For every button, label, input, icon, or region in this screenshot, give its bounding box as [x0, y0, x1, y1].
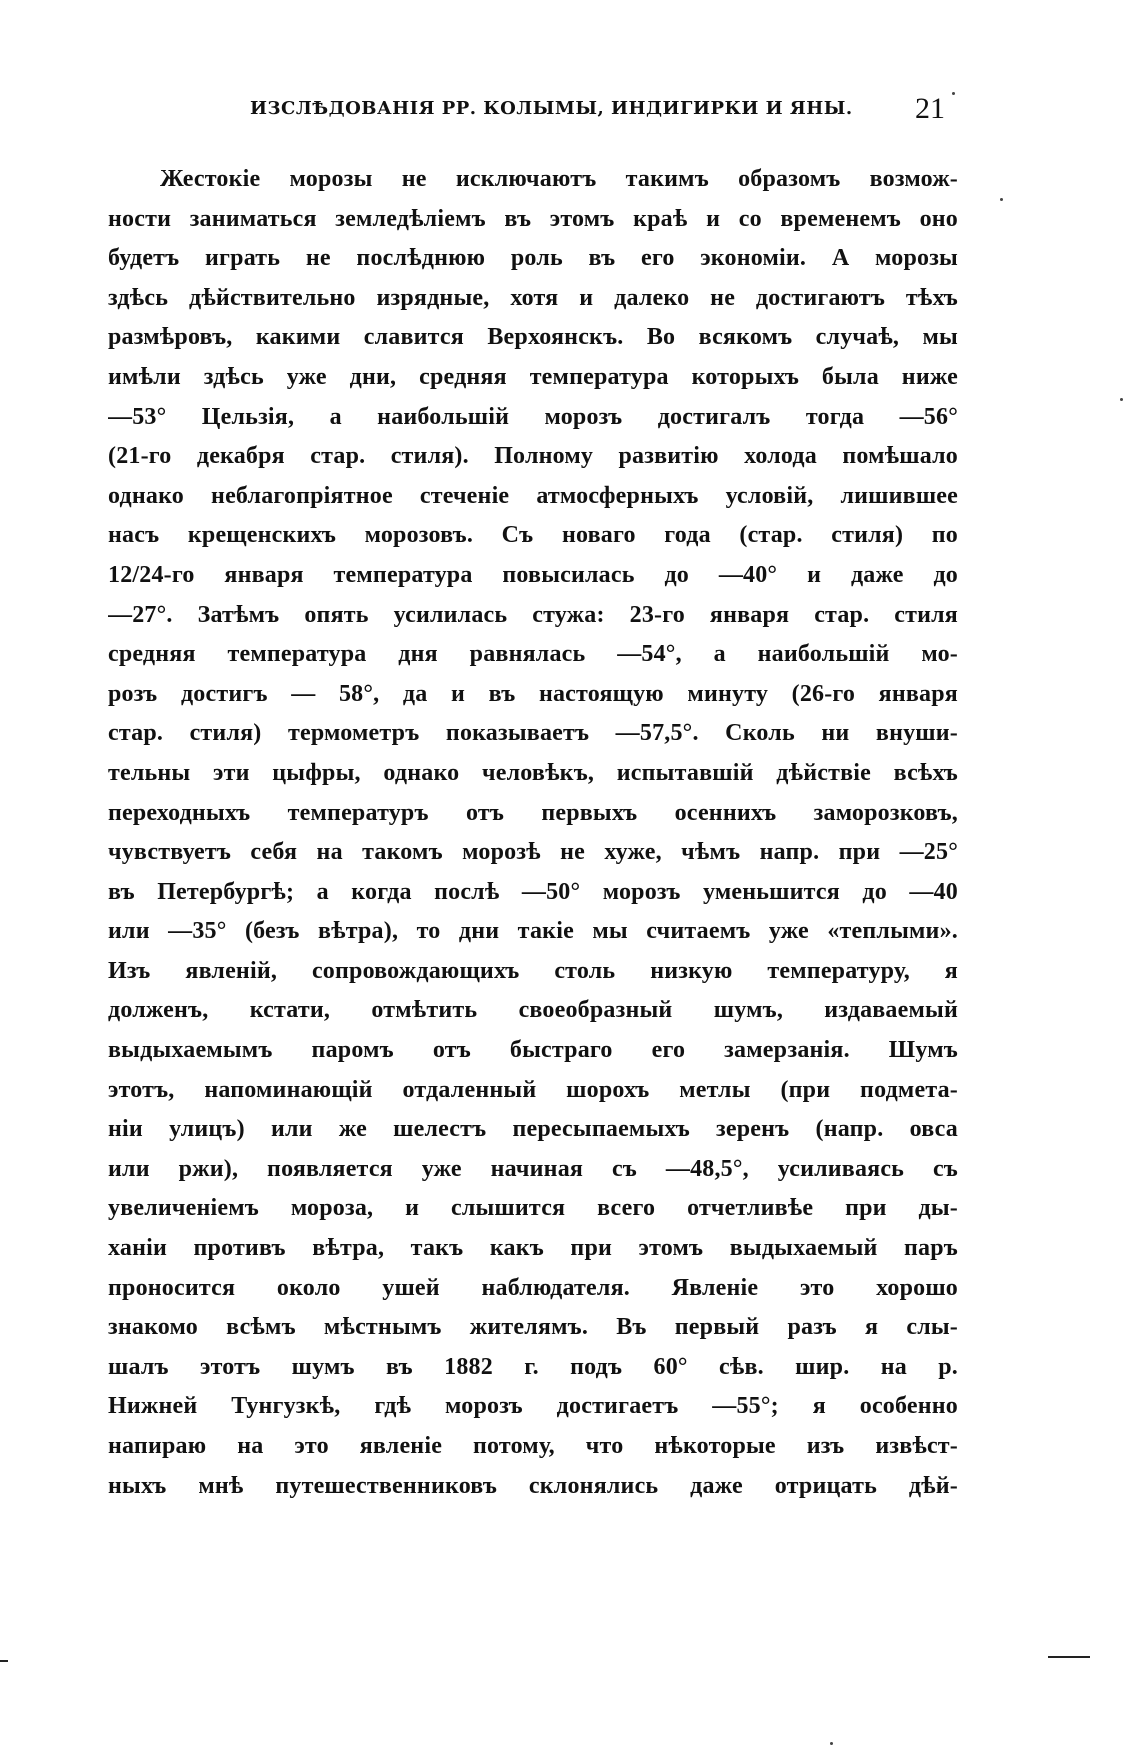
- text-line: (21-го декабря стар. стиля). Полному развитію холода помѣшало: [108, 443, 958, 470]
- text-line: шалъ этотъ шумъ въ 1882 г. подъ 60° сѣв. шир. на р.: [108, 1353, 958, 1380]
- text-line: ніи улицъ) или же шелестъ пересыпаемыхъ зеренъ (напр. овса: [108, 1116, 958, 1143]
- scan-dot: [830, 1742, 833, 1745]
- text-line: долженъ, кстати, отмѣтить своеобразный шумъ, издаваемый: [108, 997, 958, 1024]
- text-line: или —35° (безъ вѣтра), то дни такіе мы считаемъ уже «теплыми».: [108, 918, 958, 945]
- text-line: или ржи), появляется уже начиная съ —48,5°, усиливаясь съ: [108, 1155, 958, 1182]
- text-line: Изъ явленій, сопровождающихъ столь низкую температуру, я: [108, 957, 958, 984]
- text-line: будетъ играть не послѣднюю роль въ его экономіи. А морозы: [108, 245, 958, 272]
- text-line: увеличеніемъ мороза, и слышится всего отчетливѣе при ды-: [108, 1195, 958, 1222]
- text-line: ности заниматься земледѣліемъ въ этомъ краѣ и со временемъ оно: [108, 205, 958, 232]
- scan-dot: [1120, 398, 1123, 401]
- text-line: однако неблагопріятное стеченіе атмосферныхъ условій, лишившее: [108, 482, 958, 509]
- text-line: тельны эти цыфры, однако человѣкъ, испытавшій дѣйствіе всѣхъ: [108, 759, 958, 786]
- text-line: въ Петербургѣ; а когда послѣ —50° морозъ уменьшится до —40: [108, 878, 958, 905]
- scan-dot: [952, 92, 955, 95]
- text-line: выдыхаемымъ паромъ отъ быстраго его замерзанія. Шумъ: [108, 1037, 958, 1064]
- text-line: напираю на это явленіе потому, что нѣкоторые изъ извѣст-: [108, 1433, 958, 1459]
- text-line: насъ крещенскихъ морозовъ. Съ новаго года (стар. стиля) по: [108, 522, 958, 549]
- body-text: [108, 160, 958, 1506]
- text-line: переходныхъ температуръ отъ первыхъ осеннихъ заморозковъ,: [108, 799, 958, 826]
- page-number: 21: [915, 92, 945, 125]
- text-line: чувствуетъ себя на такомъ морозѣ не хуже, чѣмъ напр. при —25°: [108, 839, 958, 866]
- text-line: этотъ, напоминающій отдаленный шорохъ метлы (при подмета-: [108, 1076, 958, 1103]
- text-line: ныхъ мнѣ путешественниковъ склонялись даже отрицать дѣй-: [108, 1472, 958, 1499]
- text-line: Нижней Тунгузкѣ, гдѣ морозъ достигаетъ —55°; я особенно: [108, 1393, 958, 1420]
- text-line: проносится около ушей наблюдателя. Явленіе это хорошо: [108, 1274, 958, 1301]
- running-head: ИЗСЛѢДОВАНІЯ РР. КОЛЫМЫ, ИНДИГИРКИ И ЯНЫ.: [250, 98, 853, 119]
- text-line: средняя температура дня равнялась —54°, а наибольшій мо-: [108, 641, 958, 668]
- text-line: стар. стиля) термометръ показываетъ —57,5°. Сколь ни внуши-: [108, 720, 958, 747]
- scan-dot: [1000, 198, 1003, 201]
- text-line: розъ достигъ — 58°, да и въ настоящую минуту (26-го января: [108, 680, 958, 707]
- scan-mark: [1048, 1656, 1090, 1658]
- text-line: ханіи противъ вѣтра, такъ какъ при этомъ выдыхаемый паръ: [108, 1235, 958, 1262]
- text-line: —53° Цельзія, а наибольшій морозъ достигалъ тогда —56°: [108, 403, 958, 430]
- scan-mark: [0, 1660, 8, 1662]
- text-line: размѣровъ, какими славится Верхоянскъ. Во всякомъ случаѣ, мы: [108, 324, 958, 351]
- text-line: знакомо всѣмъ мѣстнымъ жителямъ. Въ первый разъ я слы-: [108, 1314, 958, 1341]
- text-line: Жестокіе морозы не исключаютъ такимъ образомъ возмож-: [160, 166, 958, 192]
- text-line: 12/24-го января температура повысилась до —40° и даже до: [108, 561, 958, 588]
- text-line: —27°. Затѣмъ опять усилилась стужа: 23-го января стар. стиля: [108, 601, 958, 628]
- text-line: имѣли здѣсь уже дни, средняя температура которыхъ была ниже: [108, 363, 958, 390]
- text-line: здѣсь дѣйствительно изрядные, хотя и далеко не достигаютъ тѣхъ: [108, 284, 958, 311]
